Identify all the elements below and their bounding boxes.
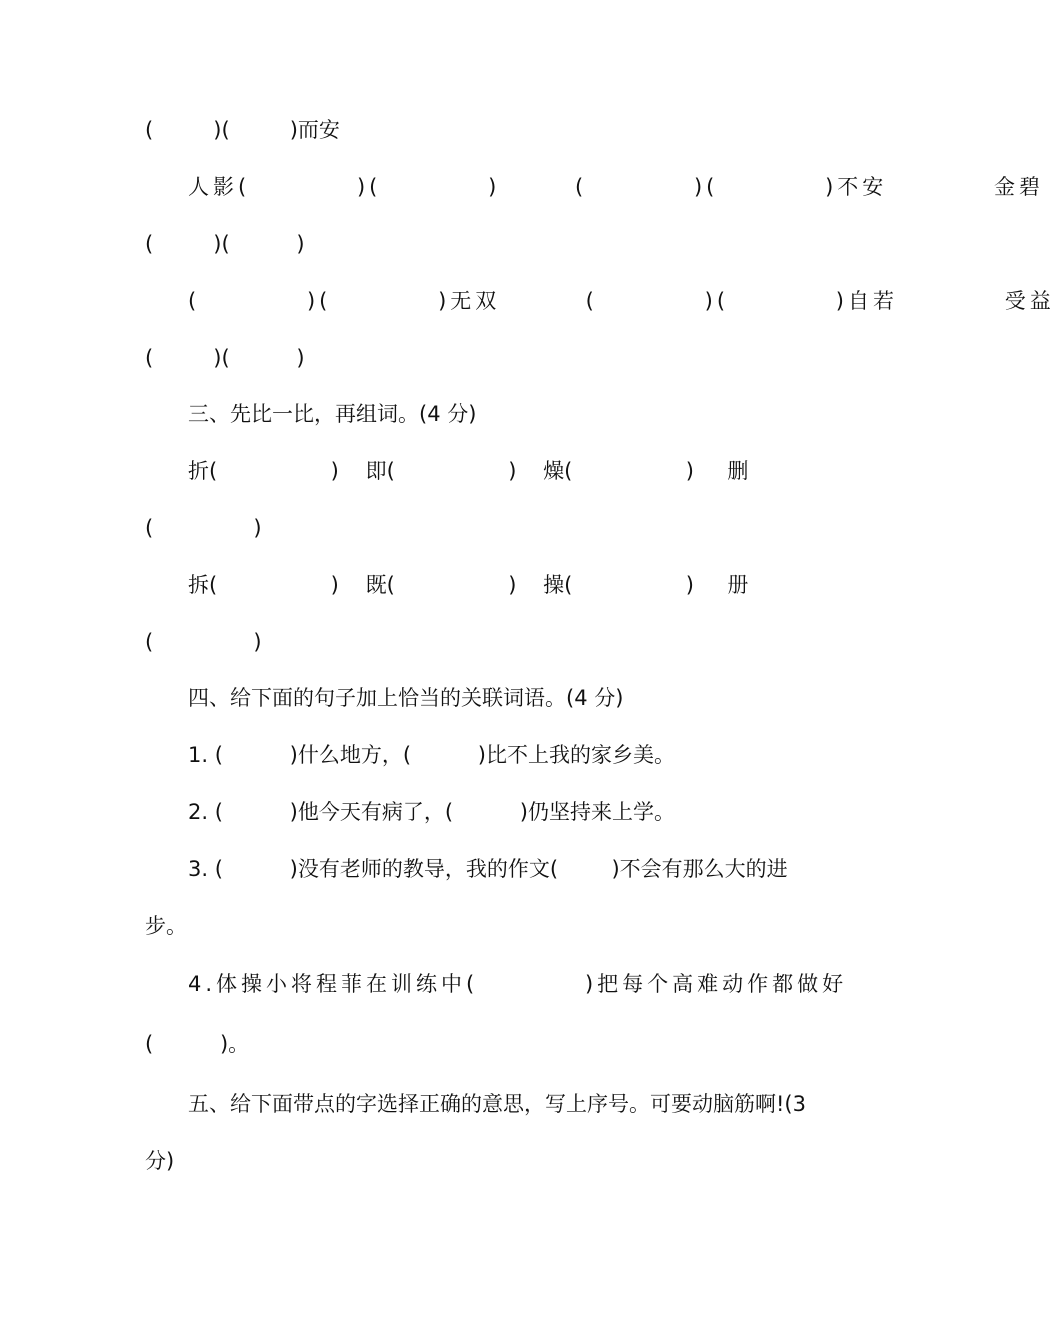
idiom-line-3-continued: ( )( ) [145,346,305,370]
compare-row-2: 拆( ) 既( ) 操( ) 册 [188,573,749,597]
compare-row-1-continued: ( ) [145,516,262,540]
sentence-2: 2. ( )他今天有病了，( )仍坚持来上学。 [188,800,675,824]
section-5-heading: 五、给下面带点的字选择正确的意思，写上序号。可要动脑筋啊!(3 [188,1092,806,1116]
sentence-3-continued: 步。 [145,914,187,938]
section-3-heading: 三、先比一比，再组词。(4 分) [188,402,477,426]
compare-row-1: 折( ) 即( ) 燥( ) 删 [188,459,749,483]
sentence-1: 1. ( )什么地方，( )比不上我的家乡美。 [188,743,675,767]
section-5-heading-continued: 分) [145,1149,175,1173]
idiom-line-2: 人影( )( ) ( )( )不安 金碧 [188,175,1045,199]
idiom-line-1: ( )( )而安 [145,118,340,142]
sentence-4-continued: ( )。 [145,1032,250,1056]
idiom-line-2-continued: ( )( ) [145,232,305,256]
sentence-3: 3. ( )没有老师的教导，我的作文( )不会有那么大的进 [188,857,788,881]
idiom-line-3: ( )( )无双 ( )( )自若 受益 [188,289,1055,313]
sentence-4: 4.体操小将程菲在训练中( )把每个高难动作都做好 [188,972,848,996]
compare-row-2-continued: ( ) [145,630,262,654]
section-4-heading: 四、给下面的句子加上恰当的关联词语。(4 分) [188,686,624,710]
